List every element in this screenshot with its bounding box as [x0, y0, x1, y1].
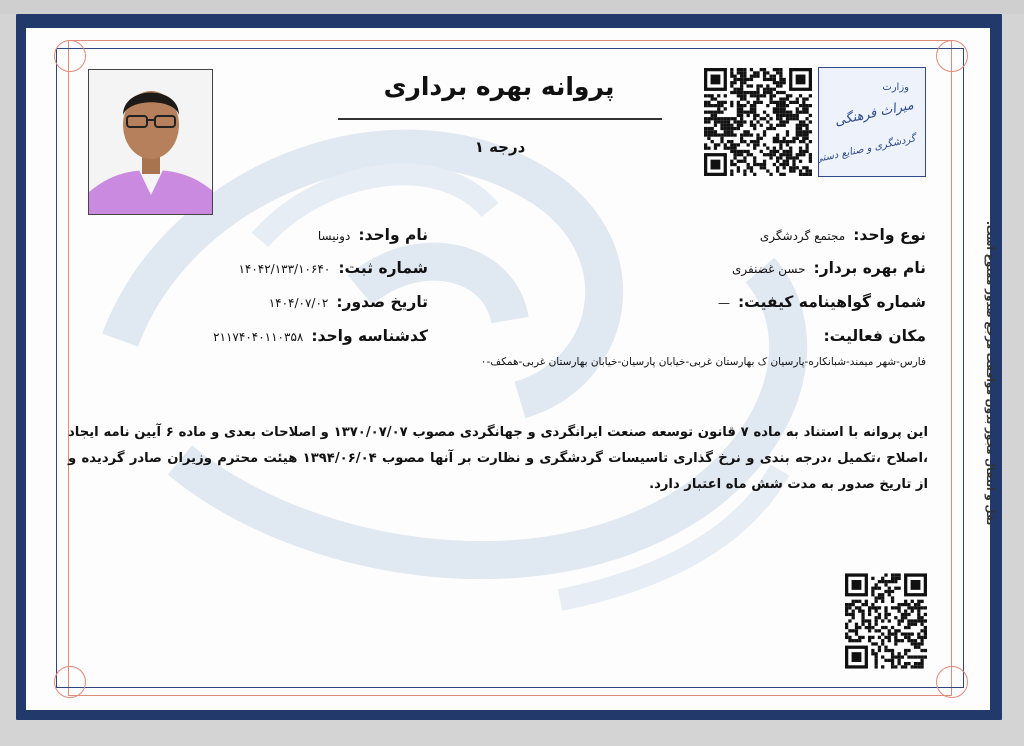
- operator-name-value: حسن غضنفری: [732, 262, 806, 276]
- unit-id-label: کدشناسه واحد:: [311, 327, 428, 345]
- unit-name-field: [318, 225, 428, 244]
- certificate-title: پروانه بهره برداری: [383, 72, 615, 101]
- side-note: نقل و انتقال مجوز بدون موافقت مرجع صدور ممنوع است.: [984, 220, 996, 525]
- corner-ornament: [54, 40, 86, 72]
- qr-code-bottom: [845, 573, 927, 669]
- quality-certificate-value: —: [717, 296, 730, 310]
- corner-ornament: [54, 666, 86, 698]
- corner-ornament: [936, 666, 968, 698]
- issue-date-value: ۱۴۰۴/۰۷/۰۲: [268, 296, 329, 310]
- registration-number-field: [238, 258, 428, 277]
- qr-code-top: [703, 68, 813, 176]
- logo-line-2: میراث فرهنگی: [833, 97, 916, 130]
- unit-id-field: [213, 326, 428, 345]
- unit-type-label: نوع واحد:: [853, 226, 926, 244]
- issue-date-field: [269, 292, 428, 311]
- registration-number-label: شماره ثبت:: [338, 259, 428, 277]
- registration-number-value: ۱۴۰۴۲/۱۳۳/۱۰۶۴۰: [238, 262, 331, 276]
- quality-certificate-label: شماره گواهینامه کیفیت:: [737, 293, 926, 311]
- unit-name-label: نام واحد:: [358, 226, 428, 244]
- title-underline: [338, 118, 662, 120]
- unit-type-value: مجتمع گردشگری: [759, 229, 846, 243]
- corner-ornament: [936, 40, 968, 72]
- logo-line-1: وزارت: [882, 82, 909, 93]
- quality-certificate-field: [718, 292, 926, 311]
- grade-label: درجه ۱: [474, 138, 526, 156]
- ministry-logo: [818, 67, 926, 177]
- logo-line-3: گردشگری و صنایع دستی: [819, 133, 917, 166]
- operator-name-field: [732, 258, 926, 277]
- activity-location-label: مکان فعالیت:: [823, 327, 926, 345]
- top-strip: [0, 0, 1024, 14]
- unit-type-field: [760, 225, 926, 244]
- operator-name-label: نام بهره بردار:: [813, 259, 926, 277]
- license-body-text: این پروانه با استناد به ماده ۷ قانون توسعه صنعت ایرانگردی و جهانگردی مصوب ۱۳۷۰/۰۷/۰۷ و اصلاحات بعدی و ماده ۶ آیین نامه ایجاد ،اصلاح ،تکمیل ،درجه بندی و نرخ گذاری تاسیسات گردشگری و نظارت بر آنها مصوب ۱۳۹۴/۰۶/۰۴ هیئت محترم وزیران صادر گردیده و از تاریخ صدور به مدت شش ماه اعتبار دارد.: [68, 425, 928, 492]
- issue-date-label: تاریخ صدور:: [336, 293, 428, 311]
- unit-id-value: ۲۱۱۷۴۰۴۰۱۱۰۳۵۸: [213, 330, 304, 344]
- bottom-strip: [0, 730, 1024, 746]
- unit-name-value: دونیسا: [317, 229, 351, 243]
- activity-location-field: [815, 326, 926, 345]
- holder-photo: [88, 69, 213, 215]
- activity-address: فارس-شهر میمند-شبانکاره-پارسیان ک بهارستان غربی-خیابان پارسیان-خیابان بهارستان غربی-همکف-۰: [480, 356, 926, 368]
